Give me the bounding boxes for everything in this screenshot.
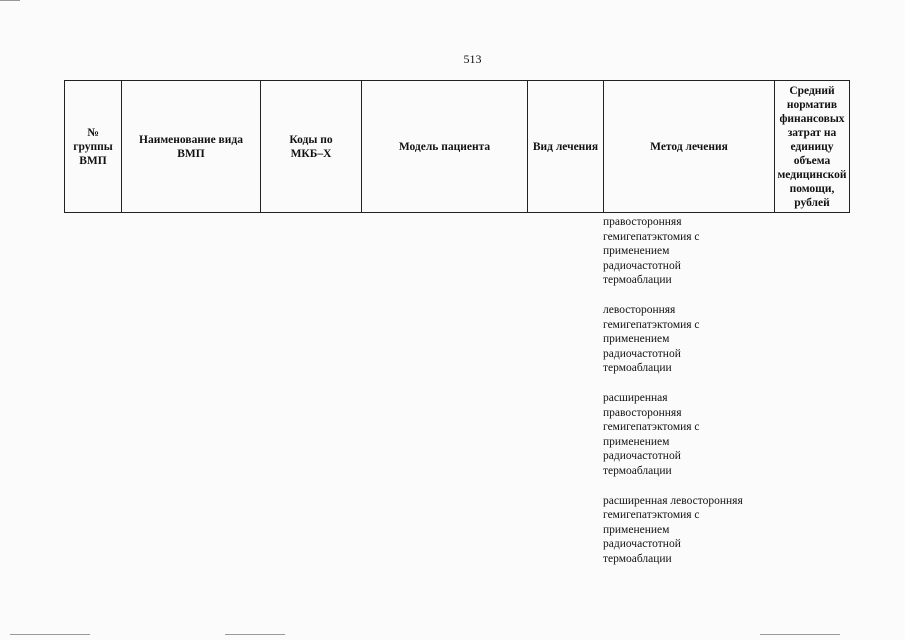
scan-edge-line [760, 634, 840, 635]
scan-edge-line [10, 634, 90, 635]
col-group-number [65, 81, 122, 213]
col-icd-codes-label: Коды по МКБ–Х [289, 133, 333, 160]
treatment-methods-list [603, 215, 778, 581]
col-group-number-label: № группы ВМП [73, 126, 113, 167]
page-number: 513 [463, 52, 482, 66]
col-avg-cost [775, 81, 850, 213]
scan-edge-line [0, 0, 20, 1]
table-header [64, 80, 850, 213]
col-treatment-type-label: Вид лечения [532, 140, 599, 153]
scan-edge-line [225, 634, 285, 635]
col-icd-codes [261, 81, 362, 213]
col-treatment-type [528, 81, 604, 213]
col-avg-cost-label: Средний норматив финансовых затрат на единицу объема медицинской помощи, рублей [777, 84, 847, 209]
col-vmp-name-label: Наименование вида ВМП [139, 133, 243, 160]
col-patient-model [362, 81, 528, 213]
header-row [65, 81, 850, 213]
col-treatment-method-label: Метод лечения [650, 140, 728, 153]
method-item: левосторонняя гемигепатэктомия с применением радиочастотной термоаблации [603, 303, 700, 375]
method-item: расширенная правосторонняя гемигепатэктомия с применением радиочастотной термоаблации [603, 391, 700, 477]
col-vmp-name [122, 81, 261, 213]
col-treatment-method [604, 81, 775, 213]
method-item: расширенная левосторонняя гемигепатэктомия с применением радиочастотной термоаблации [603, 494, 743, 565]
col-patient-model-label: Модель пациента [398, 140, 491, 153]
method-item: правосторонняя гемигепатэктомия с применением радиочастотной термоаблации [603, 216, 700, 287]
